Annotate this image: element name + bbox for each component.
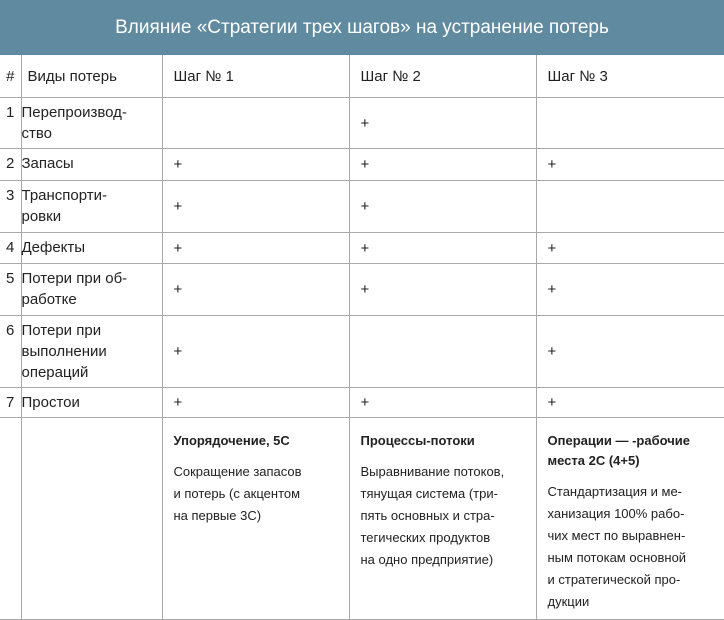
header-step2: Шаг № 2 bbox=[349, 55, 536, 98]
step2-mark bbox=[349, 316, 536, 388]
step1-mark: + bbox=[162, 149, 349, 181]
step2-mark: + bbox=[349, 233, 536, 264]
step1-summary-title: Упорядочение, 5С bbox=[173, 433, 290, 448]
row-number: 5 bbox=[0, 264, 21, 316]
waste-name: Транспорти- ровки bbox=[21, 181, 162, 233]
step3-summary bbox=[536, 418, 724, 620]
header-kinds: Виды потерь bbox=[21, 55, 162, 98]
summary-empty-label bbox=[21, 418, 162, 620]
step3-summary-title: Операции — -рабочие места 2С (4+5) bbox=[547, 433, 690, 468]
row-number: 4 bbox=[0, 233, 21, 264]
step1-mark bbox=[162, 98, 349, 149]
step1-mark: + bbox=[162, 181, 349, 233]
step1-mark: + bbox=[162, 233, 349, 264]
step3-mark: + bbox=[536, 316, 724, 388]
header-row bbox=[0, 55, 724, 98]
step3-mark bbox=[536, 98, 724, 149]
table-row bbox=[0, 149, 724, 181]
header-step1: Шаг № 1 bbox=[162, 55, 349, 98]
table-row bbox=[0, 181, 724, 233]
step2-mark: + bbox=[349, 264, 536, 316]
table-row bbox=[0, 264, 724, 316]
summary-row bbox=[0, 418, 724, 620]
step3-mark: + bbox=[536, 388, 724, 418]
row-number: 6 bbox=[0, 316, 21, 388]
step3-mark: + bbox=[536, 264, 724, 316]
step3-mark bbox=[536, 181, 724, 233]
table-row bbox=[0, 316, 724, 388]
waste-table bbox=[0, 55, 724, 620]
header-num: # bbox=[0, 55, 21, 98]
title-text: Влияние «Стратегии трех шагов» на устранение потерь bbox=[115, 16, 609, 38]
waste-name: Запасы bbox=[21, 149, 162, 181]
table-row bbox=[0, 98, 724, 149]
table-row bbox=[0, 233, 724, 264]
step2-mark: + bbox=[349, 98, 536, 149]
step1-mark: + bbox=[162, 316, 349, 388]
waste-name: Перепроизвод- ство bbox=[21, 98, 162, 149]
step2-summary-text: Выравнивание потоков, тянущая система (три- пять основных и стра- тегических продуктов на одно предприятие) bbox=[360, 464, 505, 567]
step1-summary bbox=[162, 418, 349, 620]
waste-name: Потери при выполнении операций bbox=[21, 316, 162, 388]
waste-name: Потери при об- работке bbox=[21, 264, 162, 316]
step2-mark: + bbox=[349, 181, 536, 233]
waste-name: Простои bbox=[21, 388, 162, 418]
step2-summary bbox=[349, 418, 536, 620]
step2-mark: + bbox=[349, 388, 536, 418]
row-number: 3 bbox=[0, 181, 21, 233]
step3-summary-text: Стандартизация и ме- ханизация 100% рабо- чих мест по выравнен- ным потокам основной и стратегической про- дукции bbox=[547, 484, 687, 609]
row-number: 2 bbox=[0, 149, 21, 181]
step2-summary-title: Процессы-потоки bbox=[360, 433, 475, 448]
summary-empty-num bbox=[0, 418, 21, 620]
table-row bbox=[0, 388, 724, 418]
step2-mark: + bbox=[349, 149, 536, 181]
waste-name: Дефекты bbox=[21, 233, 162, 264]
step3-mark: + bbox=[536, 233, 724, 264]
table-title bbox=[0, 0, 724, 55]
step1-summary-text: Сокращение запасов и потерь (с акцентом на первые 3С) bbox=[173, 464, 302, 523]
row-number: 7 bbox=[0, 388, 21, 418]
step1-mark: + bbox=[162, 388, 349, 418]
step1-mark: + bbox=[162, 264, 349, 316]
header-step3: Шаг № 3 bbox=[536, 55, 724, 98]
row-number: 1 bbox=[0, 98, 21, 149]
step3-mark: + bbox=[536, 149, 724, 181]
